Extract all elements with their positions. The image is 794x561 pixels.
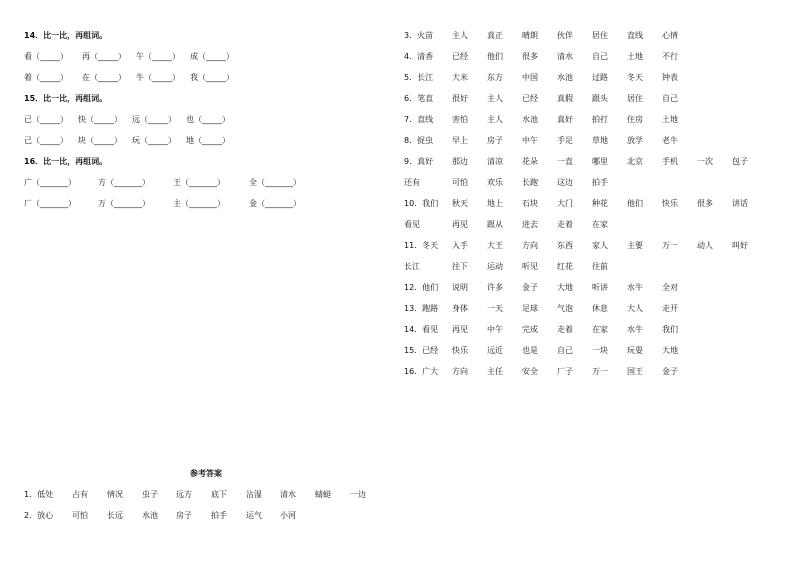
answer-word: 金子	[522, 283, 538, 292]
answer-word: 10．我们	[404, 199, 439, 208]
answer-word: 手机	[662, 157, 678, 166]
answer-word: 家人	[592, 241, 608, 250]
answer-word: 冬天	[627, 73, 643, 82]
answer-word: 安全	[522, 367, 538, 376]
answer-row	[404, 93, 678, 105]
compare-item: 全（_______）	[249, 178, 301, 187]
answer-word: 小河	[280, 511, 296, 520]
answer-word: 一边	[350, 490, 366, 499]
answer-word: 秋天	[452, 199, 468, 208]
answer-word: 沾湿	[246, 490, 262, 499]
answer-row	[404, 282, 678, 294]
compare-item: 在（_____）	[82, 73, 126, 82]
answer-word: 自己	[557, 346, 573, 355]
answer-word: 伙伴	[557, 31, 573, 40]
answer-word: 真假	[557, 94, 573, 103]
answer-word: 东西	[557, 241, 573, 250]
answer-word: 钟表	[662, 73, 678, 82]
answer-word: 主人	[452, 31, 468, 40]
answer-word: 北京	[627, 157, 643, 166]
q14-row-2	[24, 72, 234, 84]
q15-title: 15．比一比，再组词。	[24, 94, 108, 103]
answer-word: 讲话	[732, 199, 748, 208]
answer-word: 往下	[452, 262, 468, 271]
compare-item: 广（_______）	[24, 178, 76, 187]
answer-word: 跟头	[592, 94, 608, 103]
answer-word: 晴朗	[522, 31, 538, 40]
answer-word: 清水	[280, 490, 296, 499]
answer-word: 房子	[176, 511, 192, 520]
answer-word: 长远	[107, 511, 123, 520]
answer-word: 往前	[592, 262, 608, 271]
answer-word: 12．他们	[404, 283, 439, 292]
answer-word: 1．低处	[24, 490, 54, 499]
answer-word: 可怕	[72, 511, 88, 520]
answer-word: 万一	[592, 367, 608, 376]
answer-word: 土地	[627, 52, 643, 61]
answer-row	[404, 156, 748, 168]
answer-word: 可怕	[452, 178, 468, 187]
answer-word: 手足	[557, 136, 573, 145]
answer-word: 地上	[487, 199, 503, 208]
answer-word: 早上	[452, 136, 468, 145]
answer-word: 水牛	[627, 283, 643, 292]
answer-word: 方向	[522, 241, 538, 250]
answer-word: 水池	[522, 115, 538, 124]
answer-word: 听见	[522, 262, 538, 271]
answer-word: 4．清香	[404, 52, 434, 61]
answer-word: 我们	[662, 325, 678, 334]
answer-word: 主要	[627, 241, 643, 250]
q14-row-1	[24, 51, 234, 63]
answer-word: 东方	[487, 73, 503, 82]
answer-word: 水池	[142, 511, 158, 520]
q14-title: 14．比一比，再组词。	[24, 31, 108, 40]
answer-word: 厂子	[557, 367, 573, 376]
compare-item: 成（_____）	[190, 52, 234, 61]
answer-word: 大王	[487, 241, 503, 250]
answer-word: 6．笔直	[404, 94, 434, 103]
compare-item: 也（_____）	[186, 115, 230, 124]
answer-word: 水牛	[627, 325, 643, 334]
answer-word: 一天	[487, 304, 503, 313]
answer-word: 许多	[487, 283, 503, 292]
compare-item: 远（_____）	[132, 115, 176, 124]
answer-word: 很好	[452, 94, 468, 103]
answer-word: 14．看见	[404, 325, 439, 334]
answer-word: 已经	[452, 52, 468, 61]
answer-word: 大人	[627, 304, 643, 313]
answer-word: 不行	[662, 52, 678, 61]
answer-word: 5．长江	[404, 73, 434, 82]
answer-word: 大门	[557, 199, 573, 208]
answer-word: 水池	[557, 73, 573, 82]
compare-item: 万（_______）	[98, 199, 150, 208]
answer-row	[404, 51, 678, 63]
answer-word: 住房	[627, 115, 643, 124]
answer-word: 远方	[176, 490, 192, 499]
answer-word: 已经	[522, 94, 538, 103]
answer-word: 15．已经	[404, 346, 439, 355]
answer-row	[404, 366, 678, 378]
answer-row	[404, 177, 608, 189]
answer-word: 进去	[522, 220, 538, 229]
answer-word: 大米	[452, 73, 468, 82]
answer-word: 走着	[557, 220, 573, 229]
answer-word: 放学	[627, 136, 643, 145]
compare-item: 再（_____）	[82, 52, 126, 61]
answer-word: 全对	[662, 283, 678, 292]
answer-word: 远近	[487, 346, 503, 355]
answer-word: 拍打	[592, 115, 608, 124]
answer-word: 居住	[627, 94, 643, 103]
compare-item: 方（_______）	[98, 178, 150, 187]
answer-word: 红花	[557, 262, 573, 271]
compare-item: 午（_____）	[136, 52, 180, 61]
answer-word: 花朵	[522, 157, 538, 166]
answer-word: 13．跑路	[404, 304, 439, 313]
answer-word: 在家	[592, 325, 608, 334]
answer-word: 主任	[487, 367, 503, 376]
answer-word: 完成	[522, 325, 538, 334]
answer-word: 种花	[592, 199, 608, 208]
answer-word: 长跑	[522, 178, 538, 187]
answer-word: 足球	[522, 304, 538, 313]
compare-item: 牛（_____）	[136, 73, 180, 82]
answer-row	[404, 240, 748, 252]
answer-word: 走着	[557, 325, 573, 334]
compare-item: 我（_____）	[190, 73, 234, 82]
answer-word: 休息	[592, 304, 608, 313]
answer-word: 2．放心	[24, 511, 54, 520]
answer-row	[404, 114, 678, 126]
answer-word: 一直	[557, 157, 573, 166]
q16-row-2	[24, 198, 301, 210]
answer-word: 中午	[522, 136, 538, 145]
answer-word: 快乐	[662, 199, 678, 208]
answer-word: 大地	[557, 283, 573, 292]
answer-row	[404, 303, 678, 315]
answer-word: 身体	[452, 304, 468, 313]
answer-word: 主人	[487, 115, 503, 124]
answer-word: 9．真好	[404, 157, 434, 166]
answer-word: 运动	[487, 262, 503, 271]
answer-word: 欢乐	[487, 178, 503, 187]
answer-word: 再见	[452, 325, 468, 334]
answer-word: 土地	[662, 115, 678, 124]
answer-word: 虫子	[142, 490, 158, 499]
answer-title: 参考答案	[190, 469, 222, 478]
answer-word: 玩耍	[627, 346, 643, 355]
compare-item: 己（_____）	[24, 136, 68, 145]
q16-title: 16．比一比，再组词。	[24, 157, 108, 166]
answer-word: 包子	[732, 157, 748, 166]
answer-word: 底下	[211, 490, 227, 499]
q15-row-2	[24, 135, 230, 147]
answer-word: 一块	[592, 346, 608, 355]
answer-row-2	[24, 510, 296, 522]
answer-word: 在家	[592, 220, 608, 229]
answer-word: 很多	[522, 52, 538, 61]
answer-word: 清凉	[487, 157, 503, 166]
answer-word: 心情	[662, 31, 678, 40]
answer-word: 老牛	[662, 136, 678, 145]
answer-word: 金子	[662, 367, 678, 376]
compare-item: 地（_____）	[186, 136, 230, 145]
compare-item: 金（_______）	[249, 199, 301, 208]
answer-word: 拍手	[592, 178, 608, 187]
answer-word: 11．冬天	[404, 241, 439, 250]
answer-word: 中午	[487, 325, 503, 334]
answer-row	[404, 324, 678, 336]
answer-row	[404, 261, 608, 273]
compare-item: 王（_______）	[173, 178, 225, 187]
answer-word: 大地	[662, 346, 678, 355]
answer-row-1	[24, 489, 366, 501]
answer-word: 那边	[452, 157, 468, 166]
answer-word: 气泡	[557, 304, 573, 313]
answer-word: 方向	[452, 367, 468, 376]
answer-word: 再见	[452, 220, 468, 229]
answer-word: 真好	[557, 115, 573, 124]
q16-row-1	[24, 177, 301, 189]
answer-word: 跟从	[487, 220, 503, 229]
answer-word: 叫好	[732, 241, 748, 250]
compare-item: 厂（_______）	[24, 199, 76, 208]
answer-word: 害怕	[452, 115, 468, 124]
answer-word: 房子	[487, 136, 503, 145]
answer-word: 还有	[404, 178, 420, 187]
answer-word: 很多	[697, 199, 713, 208]
compare-item: 玩（_____）	[132, 136, 176, 145]
answer-word: 动人	[697, 241, 713, 250]
answer-word: 8．捉虫	[404, 136, 434, 145]
answer-word: 万一	[662, 241, 678, 250]
answer-word: 居住	[592, 31, 608, 40]
compare-item: 已（_____）	[24, 115, 68, 124]
answer-word: 自己	[662, 94, 678, 103]
answer-word: 运气	[246, 511, 262, 520]
compare-item: 块（_____）	[78, 136, 122, 145]
compare-item: 着（_____）	[24, 73, 68, 82]
answer-word: 石块	[522, 199, 538, 208]
answer-word: 这边	[557, 178, 573, 187]
answer-word: 入手	[452, 241, 468, 250]
answer-word: 自己	[592, 52, 608, 61]
answer-word: 长江	[404, 262, 420, 271]
answer-word: 主人	[487, 94, 503, 103]
q15-row-1	[24, 114, 230, 126]
answer-word: 情况	[107, 490, 123, 499]
compare-item: 看（_____）	[24, 52, 68, 61]
answer-word: 他们	[487, 52, 503, 61]
answer-word: 过路	[592, 73, 608, 82]
answer-word: 草地	[592, 136, 608, 145]
answer-word: 听讲	[592, 283, 608, 292]
answer-word: 真正	[487, 31, 503, 40]
answer-row	[404, 135, 678, 147]
answer-word: 国王	[627, 367, 643, 376]
answer-row	[404, 198, 748, 210]
answer-row	[404, 30, 678, 42]
answer-word: 哪里	[592, 157, 608, 166]
answer-row	[404, 345, 678, 357]
answer-row	[404, 72, 678, 84]
answer-word: 也是	[522, 346, 538, 355]
answer-word: 清水	[557, 52, 573, 61]
answer-word: 3．火苗	[404, 31, 434, 40]
compare-item: 快（_____）	[78, 115, 122, 124]
answer-word: 7．直线	[404, 115, 434, 124]
answer-row	[404, 219, 608, 231]
answer-word: 占有	[72, 490, 88, 499]
answer-word: 走开	[662, 304, 678, 313]
answer-word: 中国	[522, 73, 538, 82]
answer-word: 拍手	[211, 511, 227, 520]
answer-word: 看见	[404, 220, 420, 229]
answer-word: 蜻蜓	[315, 490, 331, 499]
answer-word: 说明	[452, 283, 468, 292]
answer-word: 一次	[697, 157, 713, 166]
answer-word: 他们	[627, 199, 643, 208]
compare-item: 主（_______）	[173, 199, 225, 208]
answer-word: 16．广大	[404, 367, 439, 376]
answer-word: 直线	[627, 31, 643, 40]
answer-word: 快乐	[452, 346, 468, 355]
